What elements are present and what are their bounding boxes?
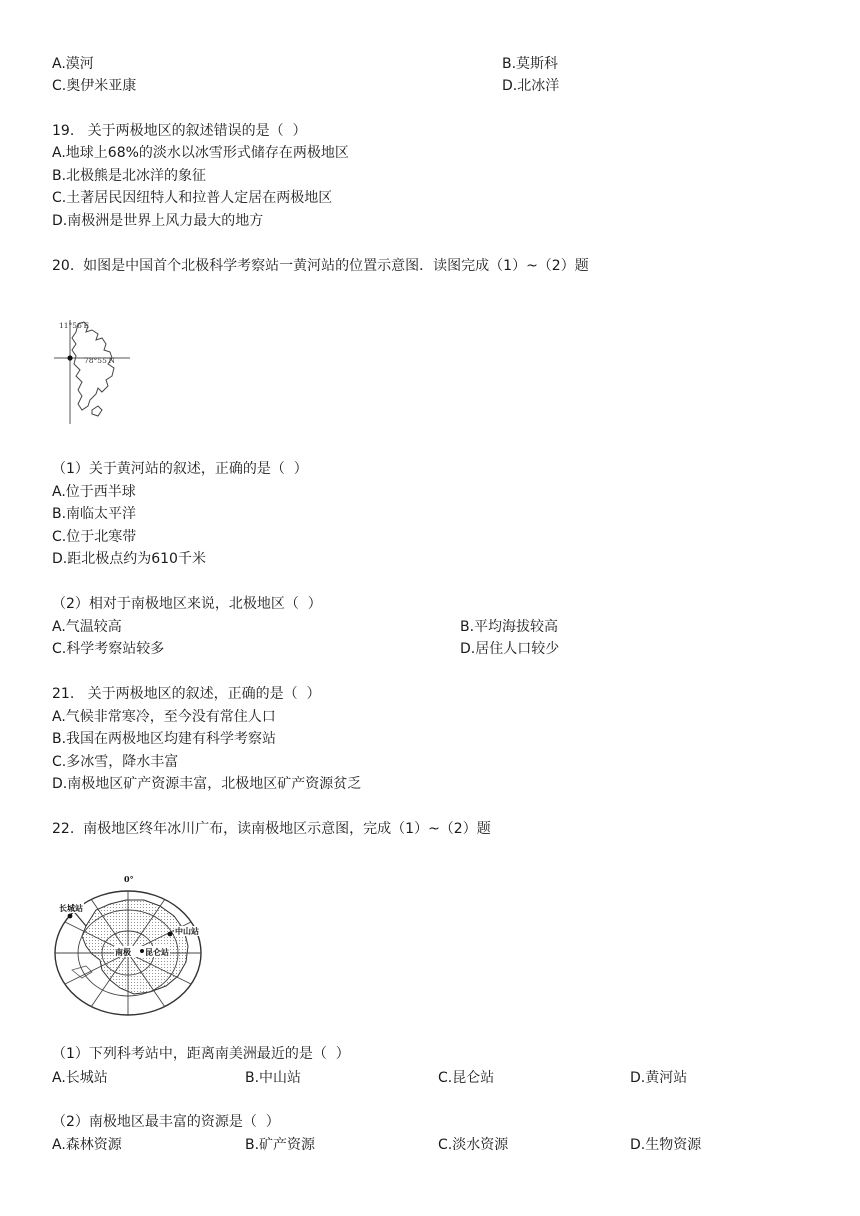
q18-option-d: D.北冰洋 [502,78,560,94]
q19-stem: 19. 关于两极地区的叙述错误的是（ ） [52,123,307,139]
zero-degree-label: 0° [124,874,134,884]
q20-2-option-d: D.居住人口较少 [460,641,560,657]
q21-option-a: A.气候非常寒冷，至今没有常住人口 [52,709,276,725]
south-pole-label: 南极 [115,947,131,957]
q19-option-b: B.北极熊是北冰洋的象征 [52,168,207,184]
q19-option-a: A.地球上68%的淡水以冰雪形式储存在两极地区 [52,145,349,161]
changcheng-station-dot [68,914,73,919]
q20-2-option-c: C.科学考察站较多 [52,641,165,657]
q20-2-option-a: A.气温较高 [52,619,122,635]
q19-option-c: C.土著居民因纽特人和拉普人定居在两极地区 [52,190,333,206]
q22-1-option-c: C.昆仑站 [438,1070,495,1086]
q22-stem: 22. 南极地区终年冰川广布，读南极地区示意图，完成（1）~（2）题 [52,821,491,837]
q18-option-c: C.奥伊米亚康 [52,78,137,94]
q22-1-stem: （1）下列科考站中，距离南美洲最近的是（ ） [52,1046,350,1062]
changcheng-station-label: 长城站 [59,903,83,913]
q22-2-stem: （2）南极地区最丰富的资源是（ ） [52,1114,280,1130]
q20-1-option-d: D.距北极点约为610千米 [52,551,206,567]
kunlun-station-label: 昆仑站 [145,947,169,957]
zhongshan-station-label: 中山站 [175,926,199,936]
q20-2-option-b: B.平均海拔较高 [460,619,559,635]
huanghe-station-dot [67,355,72,360]
q20-stem: 20. 如图是中国首个北极科学考察站一黄河站的位置示意图．读图完成（1）~（2）题 [52,258,589,274]
q22-2-option-d: D.生物资源 [630,1137,702,1153]
q20-1-option-c: C.位于北寒带 [52,529,137,545]
q21-stem: 21. 关于两极地区的叙述，正确的是（ ） [52,686,321,702]
q22-2-option-a: A.森林资源 [52,1137,122,1153]
q20-2-stem: （2）相对于南极地区来说，北极地区（ ） [52,596,322,612]
q21-option-b: B.我国在两极地区均建有科学考察站 [52,731,277,747]
q21-option-d: D.南极地区矿产资源丰富，北极地区矿产资源贫乏 [52,776,362,792]
q20-1-stem: （1）关于黄河站的叙述，正确的是（ ） [52,461,308,477]
q18-option-a: A.漠河 [52,56,94,72]
q22-1-option-d: D.黄河站 [630,1070,688,1086]
q18-option-b: B.莫斯科 [502,56,559,72]
q22-2-option-c: C.淡水资源 [438,1137,509,1153]
latitude-label: 78°55′N [84,356,116,365]
longitude-label: 11°56′E [59,321,90,330]
zhongshan-station-dot [168,932,173,937]
svalbard-map-figure [52,306,132,426]
q22-2-option-b: B.矿产资源 [245,1137,316,1153]
q21-option-c: C.多冰雪，降水丰富 [52,754,179,770]
q19-option-d: D.南极洲是世界上风力最大的地方 [52,213,264,229]
q22-1-option-b: B.中山站 [245,1070,302,1086]
q20-1-option-a: A.位于西半球 [52,484,136,500]
kunlun-station-dot [140,949,144,953]
q20-1-option-b: B.南临太平洋 [52,506,137,522]
q22-1-option-a: A.长城站 [52,1070,108,1086]
antarctica-map-figure [52,870,208,1020]
